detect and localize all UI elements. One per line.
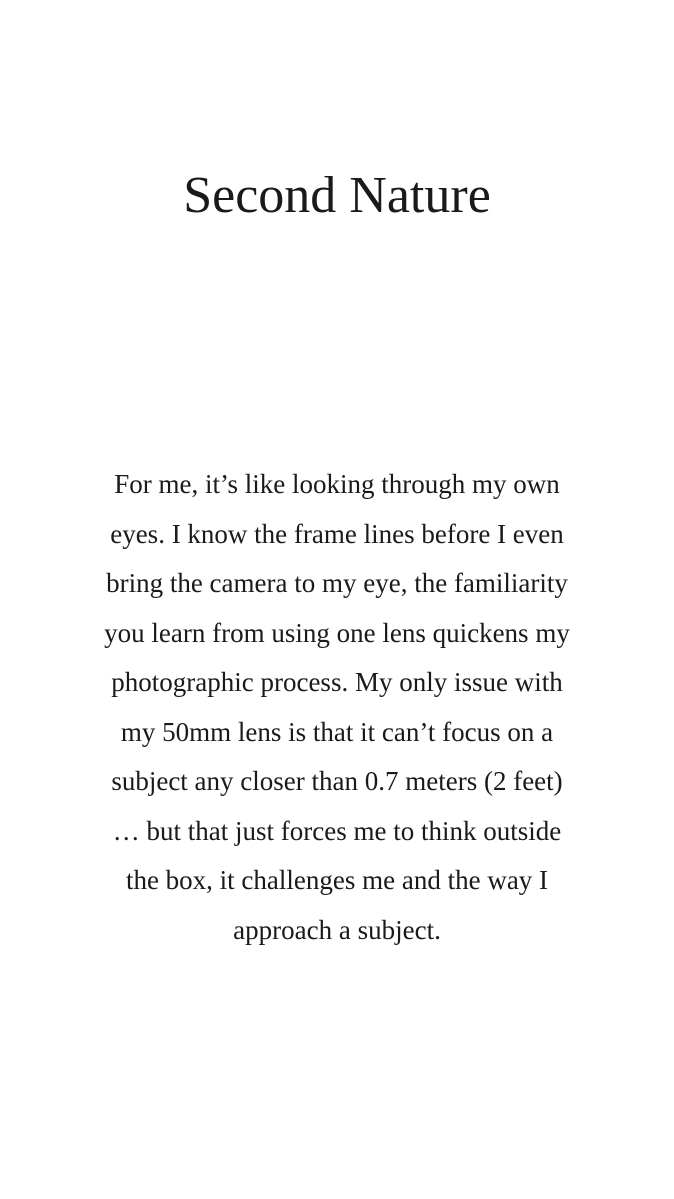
body-paragraph: [0, 460, 674, 955]
body-line-4: you learn from using one lens quickens my: [104, 617, 570, 648]
body-line-7: subject any closer than 0.7 meters (2 feet): [111, 766, 563, 796]
page-title: Second Nature: [183, 167, 491, 224]
body-line-10: approach a subject.: [233, 914, 441, 945]
body-line-1: For me, it’s like looking through my own: [114, 469, 560, 499]
body-line-5: photographic process. My only issue with: [111, 667, 563, 697]
body-line-9: the box, it challenges me and the way I: [125, 865, 549, 895]
body-line-8: … but that just forces me to think outside: [112, 815, 562, 846]
body-line-2: eyes. I know the frame lines before I even: [110, 518, 564, 549]
body-line-3: bring the camera to my eye, the familiarity: [106, 568, 568, 598]
body-line-6: my 50mm lens is that it can’t focus on a: [120, 716, 554, 747]
